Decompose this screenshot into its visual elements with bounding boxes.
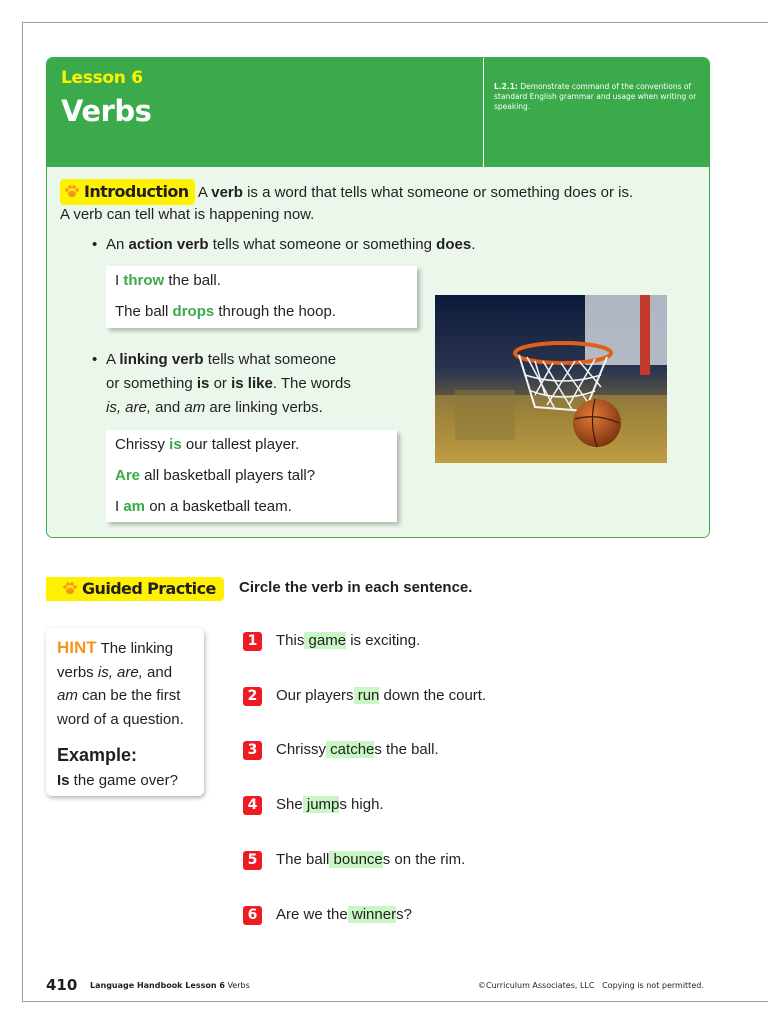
question-number-badge: 2	[243, 687, 262, 706]
lesson-label: Lesson 6	[61, 68, 143, 88]
lesson-title: Verbs	[61, 94, 152, 128]
question-6[interactable]: 6 Are we the winners?	[243, 905, 412, 925]
basketball-hoop-image	[435, 295, 667, 463]
verb-highlight[interactable]: game	[304, 632, 347, 649]
footer-copyright: ©Curriculum Associates, LLC Copying is not permitted.	[478, 981, 704, 990]
question-number-badge: 4	[243, 796, 262, 815]
guided-practice-tag: Guided Practice	[46, 577, 224, 601]
standard-text: L.2.1: Demonstrate command of the conventions of standard English grammar and usage when writing or speaking.	[494, 82, 697, 111]
question-number-badge: 6	[243, 906, 262, 925]
linking-verb-bullet: • A linking verb tells what someone or something is or is like. The words is, are, and am are linking verbs.	[92, 351, 351, 416]
verb-highlight[interactable]: catche	[326, 741, 375, 758]
hint-example-text: Is the game over?	[57, 772, 178, 789]
intro-paragraph: Introduction A verb is a word that tells what someone or something does or is.	[60, 179, 710, 205]
hint-text: HINT The linking verbs is, are, and am can be the first word of a question.	[57, 638, 184, 728]
introduction-tag: Introduction	[60, 179, 195, 205]
guided-practice-instruction: Circle the verb in each sentence.	[239, 579, 473, 596]
question-3[interactable]: 3 Chrissy catches the ball.	[243, 740, 439, 760]
action-example-2: The ball drops through the hoop.	[115, 303, 336, 320]
question-5[interactable]: 5 The ball bounces on the rim.	[243, 850, 465, 870]
question-number-badge: 1	[243, 632, 262, 651]
verb-highlight[interactable]: jump	[302, 796, 340, 813]
question-1[interactable]: 1 This game is exciting.	[243, 631, 420, 651]
verb-highlight[interactable]: bounce	[329, 851, 383, 868]
linking-example-1: Chrissy is our tallest player.	[115, 436, 300, 453]
lesson-header	[47, 58, 709, 167]
linking-examples-card	[106, 430, 397, 522]
hint-example-label: Example:	[57, 745, 138, 765]
paw-icon	[62, 581, 78, 595]
question-number-badge: 5	[243, 851, 262, 870]
basketball-hoop-photo	[435, 295, 667, 463]
intro-line-2: A verb can tell what is happening now.	[60, 206, 315, 223]
linking-example-2: Are all basketball players tall?	[115, 467, 316, 484]
verb-highlight[interactable]: winner	[347, 906, 397, 923]
action-verb-bullet: • An action verb tells what someone or something does.	[92, 236, 476, 253]
hint-label: HINT	[57, 638, 97, 657]
hint-card	[46, 628, 204, 796]
action-example-1: I throw the ball.	[115, 272, 221, 289]
action-examples-card	[106, 266, 417, 328]
question-2[interactable]: 2 Our players run down the court.	[243, 686, 486, 706]
linking-example-3: I am on a basketball team.	[115, 498, 292, 515]
page-number: 410	[46, 976, 78, 994]
header-divider	[483, 58, 484, 167]
paw-icon	[64, 184, 80, 198]
question-4[interactable]: 4 She jumps high.	[243, 795, 384, 815]
verb-highlight[interactable]: run	[353, 687, 380, 704]
question-number-badge: 3	[243, 741, 262, 760]
footer-book-title: Language Handbook Lesson 6 Verbs	[90, 981, 250, 990]
